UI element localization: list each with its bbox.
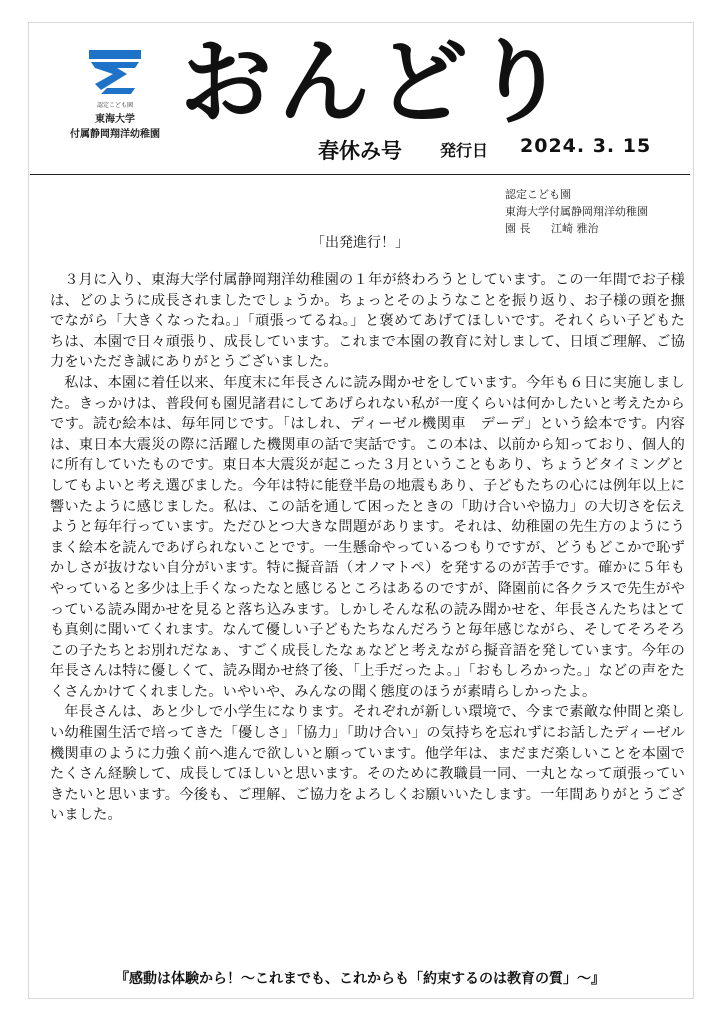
publisher-org: 東海大学付属静岡翔洋幼稚園 <box>505 205 648 218</box>
article-paragraph: 私は、本園に着任以来、年度末に年長さんに読み聞かせをしています。今年も６日に実施しました。きっかけは、普段何も園児諸君にしてあげられない私が一度くらいは何かしたいと考えたからです。読む絵本は、毎年同じです。「はしれ、ディーゼル機関車 デーデ」という絵本です。内容は、東日本大震災の際に活躍した機関車の話で実話です。この本は、以前から知っており、個人的に所有していたものです。東日本大震災が起こった３月ということもあり、ちょうどタイミングとしてもよいと考え選びました。今年は特に能登半島の地震もあり、子どもたちの心には例年以上に響いたように感じました。私は、この話を通して困ったときの「助け合いや協力」の大切さを伝えようと毎年行っています。ただひとつ大きな問題があります。それは、幼稚園の先生方のようにうまく絵本を読んであげられないことです。一生懸命やっているつもりですが、どうもどこかで恥ずかしさが抜けない自分がいます。特に擬音語（オノマトペ）を発するのが苦手です。確かに５年もやっていると多少は上手くなったなと感じるところはあるのですが、降園前に各クラスで先生がやっている読み聞かせを見ると落ち込みます。しかしそんな私の読み聞かせを、年長さんたちはとても真剣に聞いてくれます。なんて優しい子どもたちなんだろうと毎年感じながら、そしてそろそろこの子たちとお別れだなぁ、すごく成長したなぁなどと考えながら擬音語を発しています。今年の年長さんは特に優しくて、読み聞かせ終了後、「上手だったよ。」「おもしろかった。」などの声をたくさんかけてくれました。いやいや、みんなの聞く態度のほうが素晴らしかったよ。 <box>50 374 685 700</box>
article-paragraph: 年長さんは、あと少しで小学生になります。それぞれが新しい環境で、今まで素敵な仲間と楽しい幼稚園生活で培ってきた「優しさ」「協力」「助け合い」の気持ちを忘れずにお話したディーゼル機関車のように力強く前へ進んで欲しいと願っています。他学年は、まだまだ楽しいことを本園でたくさん経験して、成長してほしいと思います。そのために教職員一同、一丸となって頑張っていきたいと思います。今後も、ご理解、ご協力をよろしくお願いいたします。一年間ありがとうございました。 <box>50 704 685 824</box>
logo-name-line2: 付属静岡翔洋幼稚園 <box>70 129 160 140</box>
article-body <box>50 270 685 826</box>
issue-date: 2024. 3. 15 <box>520 135 652 157</box>
publisher-block <box>505 186 648 237</box>
school-slogan: 『感動は体験から！～これまでも、これからも「約束するのは教育の質」～』 <box>115 971 605 987</box>
newsletter-title: おんどり <box>180 29 573 136</box>
article-heading: 「出発進行！」 <box>311 235 409 251</box>
header-divider <box>30 174 690 175</box>
logo-name-line1: 東海大学 <box>95 114 135 125</box>
date-label: 発行日 <box>440 141 489 160</box>
article-paragraph: ３月に入り、東海大学付属静岡翔洋幼稚園の１年が終わろうとしています。この一年間でお子様は、どのように成長されましたでしょうか。ちょっとそのようなことを振り返り、お子様の頭を撫でながら「大きくなったね。」「頑張ってるね。」と褒めてあげてほしいです。それくらい子どもたちは、本園で日々頑張り、成長しています。これまで本園の教育に対しまして、日頃ご理解、ご協力をいただき誠にありがとうございました。 <box>50 272 685 371</box>
school-logo <box>60 50 170 140</box>
issue-name: 春休み号 <box>318 139 402 163</box>
logo-subtitle: 認定こども園 <box>96 102 133 109</box>
principal-role: 園 長 <box>505 222 531 235</box>
principal-name: 江崎 雅治 <box>551 222 599 235</box>
tokai-university-logo-icon <box>87 50 143 96</box>
publisher-type: 認定こども園 <box>505 188 571 201</box>
